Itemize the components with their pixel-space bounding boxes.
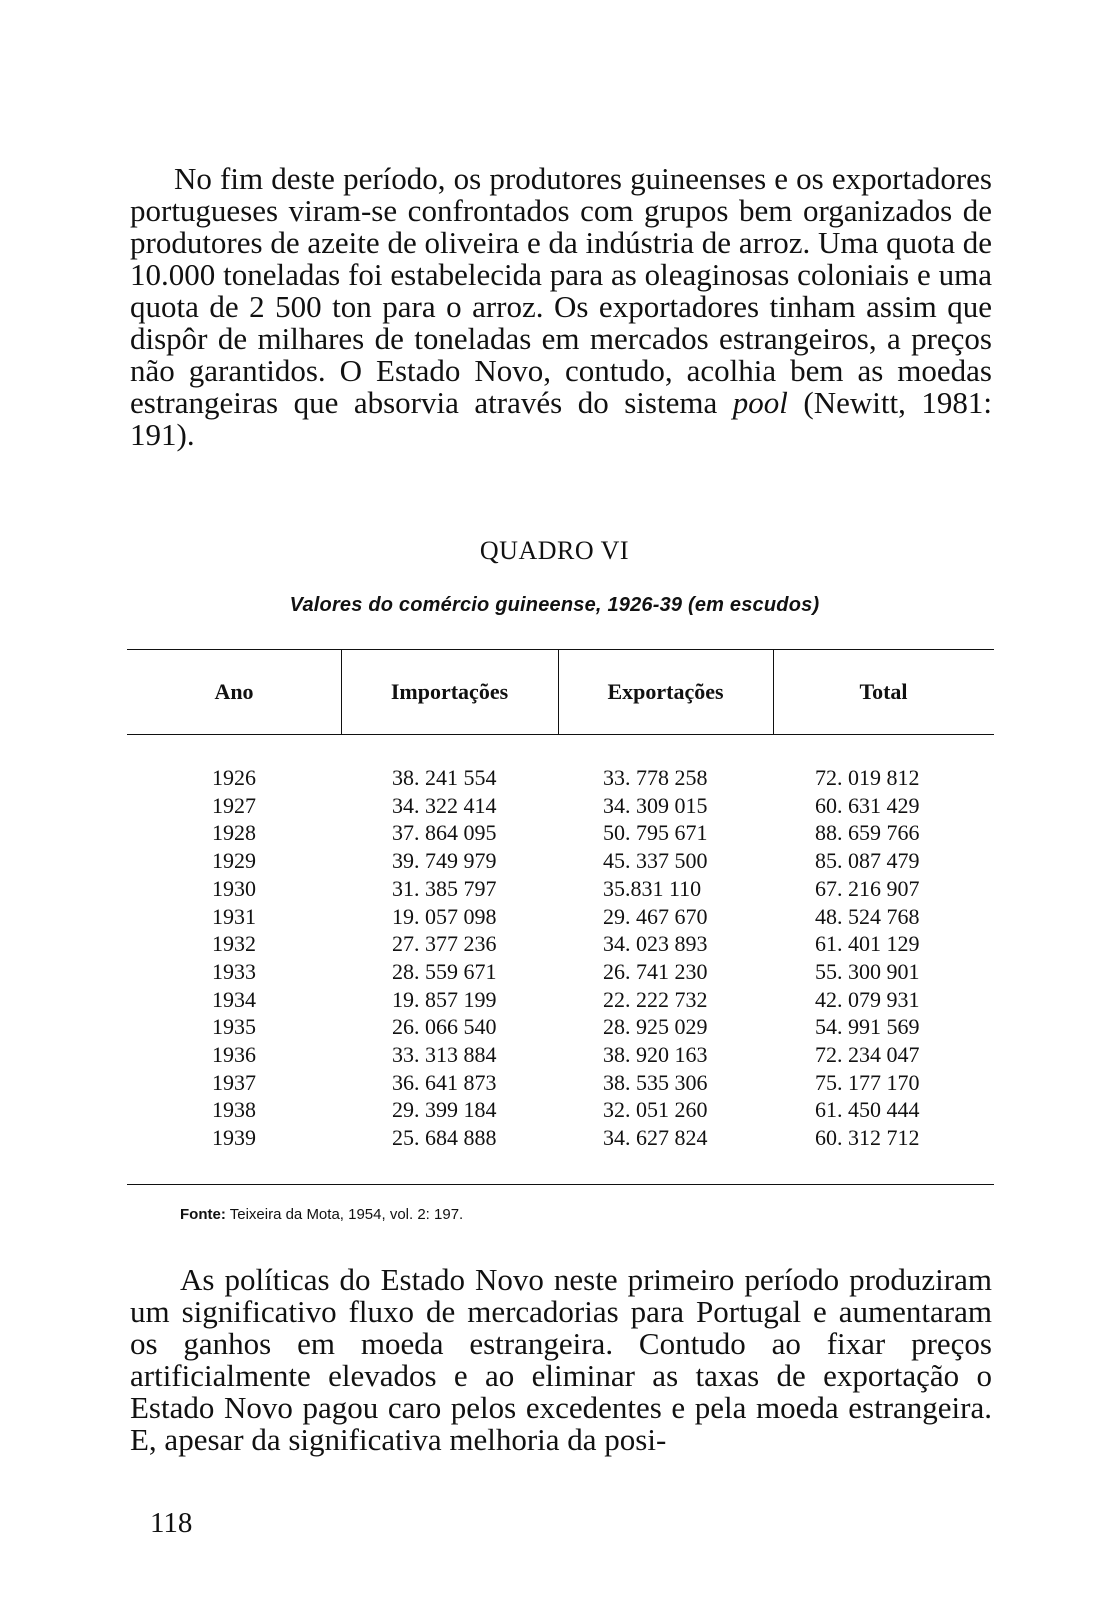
table-header-rule — [127, 734, 994, 735]
table-cell-total: 61. 450 444 — [815, 1097, 920, 1123]
table-cell-importacoes: 29. 399 184 — [392, 1097, 497, 1123]
column-total — [815, 764, 920, 1152]
table-cell-ano: 1933 — [212, 958, 256, 984]
table-cell-exportacoes: 34. 023 893 — [603, 931, 708, 957]
table-title: QUADRO VI — [479, 536, 630, 565]
column-exportacoes — [603, 764, 708, 1152]
header-ano: Ano — [214, 679, 254, 704]
paragraph-1-italic: pool — [732, 385, 788, 420]
table-cell-total: 67. 216 907 — [815, 875, 920, 901]
table-cell-importacoes: 26. 066 540 — [392, 1014, 497, 1040]
source-text: Teixeira da Mota, 1954, vol. 2: 197. — [229, 1206, 464, 1223]
body-paragraph-2 — [130, 1264, 992, 1456]
table-cell-exportacoes: 26. 741 230 — [603, 958, 708, 984]
table-cell-importacoes: 36. 641 873 — [392, 1069, 497, 1095]
column-importacoes — [392, 764, 497, 1152]
body-paragraph-1 — [130, 163, 992, 451]
table-subtitle: Valores do comércio guineense, 1926-39 (em escudos) — [289, 594, 820, 616]
table-cell-ano: 1934 — [212, 986, 256, 1012]
table-cell-importacoes: 19. 057 098 — [392, 903, 497, 929]
header-exportacoes: Exportações — [607, 679, 724, 704]
page-number: 118 — [150, 1507, 193, 1539]
table-cell-ano: 1937 — [212, 1069, 256, 1095]
table-cell-ano: 1926 — [212, 765, 256, 790]
table-cell-importacoes: 19. 857 199 — [392, 986, 497, 1012]
table-cell-exportacoes: 29. 467 670 — [603, 903, 708, 929]
table-cell-exportacoes: 22. 222 732 — [603, 986, 708, 1012]
table-cell-exportacoes: 28. 925 029 — [603, 1014, 708, 1040]
table-cell-exportacoes: 50. 795 671 — [603, 820, 708, 846]
table-cell-importacoes: 34. 322 414 — [392, 792, 497, 818]
table-cell-ano: 1932 — [212, 931, 256, 957]
table-source — [180, 1206, 463, 1223]
table-cell-total: 42. 079 931 — [815, 986, 920, 1012]
table-cell-ano: 1931 — [212, 903, 256, 929]
table-cell-ano: 1927 — [212, 792, 256, 818]
table-cell-ano: 1938 — [212, 1097, 256, 1123]
table-cell-importacoes: 37. 864 095 — [392, 820, 497, 846]
paragraph-1-text: No fim deste período, os produtores guineenses e os exportadores portugueses viram-se confrontados com grupos bem organizados de produtores de azeite de oliveira e da indústria de arroz. Uma quota de 10.000 toneladas foi estabelecida para as oleaginosas coloniais e uma quota de 2 500 ton para o arroz. Os exportadores tinham assim que dispôr de milhares de toneladas em mercados estrangeiros, a preços não garantidos. O Estado Novo, contudo, acolhia bem as moedas estrangeiras que absorvia através do sistema — [130, 161, 992, 420]
table-cell-ano: 1936 — [212, 1042, 256, 1068]
column-ano — [212, 764, 256, 1152]
table-cell-total: 85. 087 479 — [815, 848, 920, 874]
table-cell-exportacoes: 33. 778 258 — [603, 765, 708, 790]
table-cell-ano: 1929 — [212, 848, 256, 874]
table-cell-importacoes: 39. 749 979 — [392, 848, 497, 874]
table-cell-total: 60. 312 712 — [815, 1125, 920, 1151]
table-cell-ano: 1939 — [212, 1125, 256, 1151]
table-cell-exportacoes: 38. 920 163 — [603, 1042, 708, 1068]
table-cell-total: 55. 300 901 — [815, 958, 920, 984]
table-cell-importacoes: 31. 385 797 — [392, 875, 497, 901]
table-cell-total: 54. 991 569 — [815, 1014, 920, 1040]
table-cell-importacoes: 25. 684 888 — [392, 1125, 497, 1151]
table-cell-total: 48. 524 768 — [815, 903, 920, 929]
table-cell-importacoes: 33. 313 884 — [392, 1042, 497, 1068]
table-cell-total: 88. 659 766 — [815, 820, 920, 846]
paragraph-2-text: As políticas do Estado Novo neste primeiro período produziram um significativo fluxo de mercadorias para Portugal e aumentaram os ganhos em moeda estrangeira. Contudo ao fixar preços artificialmente elevados e ao eliminar as taxas de exportação o Estado Novo pagou caro pelos excedentes e pela moeda estrangeira. E, apesar da significativa melhoria da posi- — [130, 1262, 992, 1457]
table-cell-importacoes: 38. 241 554 — [392, 765, 497, 790]
table-cell-importacoes: 28. 559 671 — [392, 958, 497, 984]
table-cell-total: 72. 234 047 — [815, 1042, 920, 1068]
table-cell-exportacoes: 34. 309 015 — [603, 792, 708, 818]
header-importacoes: Importações — [390, 679, 509, 704]
table-cell-total: 60. 631 429 — [815, 792, 920, 818]
paragraph-1-end: (Newitt, 1981: 191). — [130, 385, 993, 452]
table-cell-exportacoes: 38. 535 306 — [603, 1069, 708, 1095]
table-cell-importacoes: 27. 377 236 — [392, 931, 497, 957]
table-top-rule — [127, 649, 994, 650]
table-cell-total: 75. 177 170 — [815, 1069, 920, 1095]
table-cell-exportacoes: 34. 627 824 — [603, 1125, 708, 1151]
header-total: Total — [859, 679, 908, 704]
table-cell-exportacoes: 35.831 110 — [603, 875, 702, 901]
table-cell-ano: 1930 — [212, 875, 256, 901]
table-cell-exportacoes: 45. 337 500 — [603, 848, 708, 874]
table-cell-ano: 1935 — [212, 1014, 256, 1040]
table-cell-ano: 1928 — [212, 820, 256, 846]
table-cell-total: 61. 401 129 — [815, 931, 920, 957]
source-label: Fonte: — [180, 1206, 226, 1223]
table-cell-total: 72. 019 812 — [815, 765, 920, 790]
table-bottom-rule — [127, 1184, 994, 1185]
table-cell-exportacoes: 32. 051 260 — [603, 1097, 708, 1123]
